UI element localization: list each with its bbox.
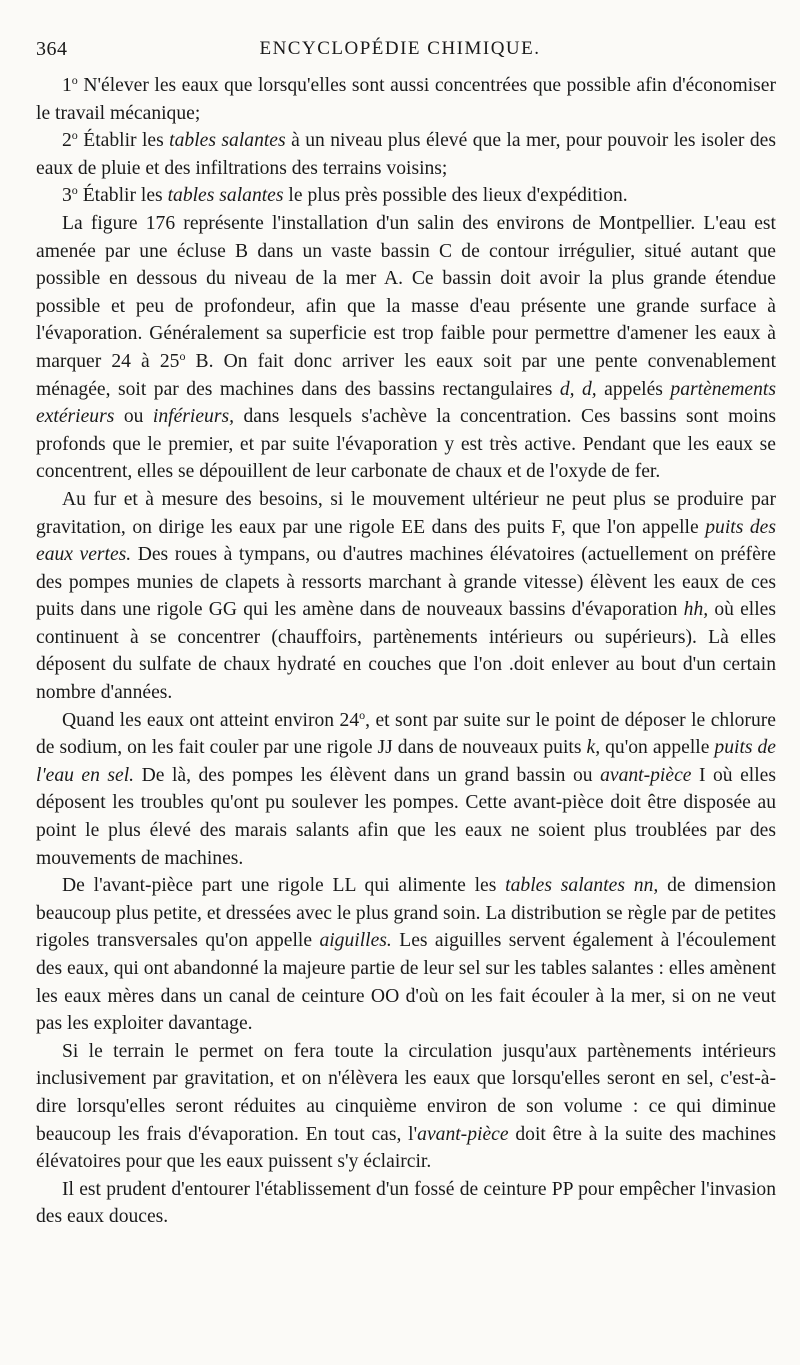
body-text: [36, 72, 776, 1231]
text-run: La figure 176 représente l'installation d'un salin des environs de Montpellier. L'eau est amenée par une écluse B dans un vaste bassin C de contour irrégulier, situé autant que possible en dessous du niveau de la mer A. Ce bassin doit avoir la plus grande étendue possible et peu de profondeur, afin que la masse d'eau présente une grande surface à l'évaporation. Généralement sa superficie est trop faible pour permettre d'amener les eaux à marquer 24 à 25: [36, 212, 776, 372]
paragraph: [36, 127, 776, 182]
text-run: Quand les eaux ont atteint environ 24: [62, 709, 360, 731]
text-run: I où elles déposent les troubles qu'ont pu soulever les pompes. Cette avant-pièce doit être disposée au point le plus élevé des marais salants afin que les eaux ne soient plus troublées par des mouvements de machines.: [36, 764, 776, 869]
degree-superscript: o: [71, 128, 78, 143]
text-run: , et sont par suite sur le point de déposer le chlorure de sodium, on les fait couler par une rigole JJ dans de nouveaux puits: [36, 709, 776, 759]
text-run: de dimension beaucoup plus petite, et dressées avec le plus grand soin. La distribution se règle par de petites rigoles transversales qu'on appelle: [36, 875, 776, 952]
degree-superscript: o: [179, 348, 186, 363]
italic-term: puits des eaux vertes.: [36, 516, 777, 566]
degree-superscript: o: [71, 183, 78, 198]
text-run: 1: [62, 75, 72, 96]
text-run: le plus près possible des lieux d'expédition.: [283, 185, 628, 207]
italic-term: aiguilles.: [319, 930, 392, 952]
paragraph: [36, 486, 776, 707]
paragraph: [36, 872, 776, 1038]
italic-term: tables salantes: [167, 185, 284, 207]
italic-term: puits de l'eau en sel.: [36, 737, 777, 786]
text-run: 2: [62, 130, 72, 152]
italic-term: partènements extérieurs: [36, 378, 776, 428]
text-run: B. On fait donc arriver les eaux soit par une pente convenablement ménagée, soit par des machines dans des bassins rectangulaires: [36, 350, 777, 400]
italic-term: tables salantes nn,: [505, 875, 659, 897]
text-run: où elles continuent à se concentrer (chauffoirs, partènements intérieurs ou supérieurs). Là elles déposent du sulfate de chaux hydraté en couches que l'on .doit enlever au bout d'un certain nombre d'années.: [36, 599, 777, 704]
paragraph: [36, 1176, 776, 1231]
page-number: 364: [36, 38, 68, 60]
text-run: N'élever les eaux que lorsqu'elles sont aussi concentrées que possible afin d'économiser le travail mécanique;: [36, 75, 776, 124]
text-run: doit être à la suite des machines élévatoires pour que les eaux puissent s'y éclaircir.: [36, 1123, 776, 1173]
italic-term: inférieurs,: [152, 406, 234, 428]
page-header: [36, 38, 764, 68]
paragraph: [36, 72, 776, 127]
italic-term: tables salantes: [169, 130, 286, 152]
paragraph: [36, 707, 776, 873]
degree-superscript: o: [71, 73, 78, 87]
italic-term: avant-pièce: [417, 1123, 509, 1145]
paragraph: [36, 210, 776, 486]
text-run: Des roues à tympans, ou d'autres machines élévatoires (actuellement on préfère des pompes munies de clapets à ressorts marchant à grande vitesse) élèvent les eaux de ces puits dans une rigole GG qui les amène dans de nouveaux bassins d'évaporation: [36, 544, 776, 621]
italic-term: avant-pièce: [600, 764, 692, 786]
text-run: Les aiguilles servent également à l'écoulement des eaux, qui ont abandonné la majeure partie de leur sel sur les tables salantes : elles amènent les eaux mères dans un canal de ceinture OO d'où on les fait écouler à la mer, si on ne veut pas les exploiter davantage.: [36, 930, 776, 1035]
text-run: Il est prudent d'entourer l'établissement d'un fossé de ceinture PP pour empêcher l'invasion des eaux douces.: [36, 1178, 776, 1228]
italic-term: hh,: [683, 599, 709, 621]
paragraph: [36, 182, 776, 210]
italic-term: d, d,: [559, 378, 597, 400]
text-run: Au fur et à mesure des besoins, si le mouvement ultérieur ne peut plus se produire par gravitation, on dirige les eaux par une rigole EE dans des puits F, que l'on appelle: [36, 488, 776, 538]
paragraph: [36, 1038, 776, 1176]
text-run: à un niveau plus élevé que la mer, pour pouvoir les isoler des eaux de pluie et des infiltrations des terrains voisins;: [36, 130, 777, 179]
italic-term: k,: [586, 737, 601, 759]
text-run: Si le terrain le permet on fera toute la circulation jusqu'aux partènements intérieurs inclusivement par gravitation, et on n'élèvera les eaux que lorsqu'elles seront en sel, c'est-à-dire lorsqu'elles seront réduites au cinquième environ de son volume : ce qui diminue beaucoup les frais d'évaporation. En tout cas, l': [36, 1040, 776, 1145]
text-run: De là, des pompes les élèvent dans un grand bassin ou: [134, 764, 601, 786]
text-run: Établir les: [77, 130, 170, 152]
text-run: ou: [114, 406, 153, 428]
text-run: appelés: [596, 378, 671, 400]
degree-superscript: o: [359, 707, 366, 722]
text-run: 3: [62, 185, 72, 207]
text-run: qu'on appelle: [600, 737, 715, 759]
text-run: dans lesquels s'achève la concentration. Ces bassins sont moins profonds que le premier, et par suite l'évaporation y est très active. Pendant que les eaux se concentrent, elles se dépouillent de leur carbonate de chaux et de l'oxyde de fer.: [36, 406, 776, 483]
text-run: Établir les: [77, 185, 168, 207]
text-run: De l'avant-pièce part une rigole LL qui alimente les: [62, 875, 506, 897]
running-title: ENCYCLOPÉDIE CHIMIQUE.: [259, 38, 541, 59]
